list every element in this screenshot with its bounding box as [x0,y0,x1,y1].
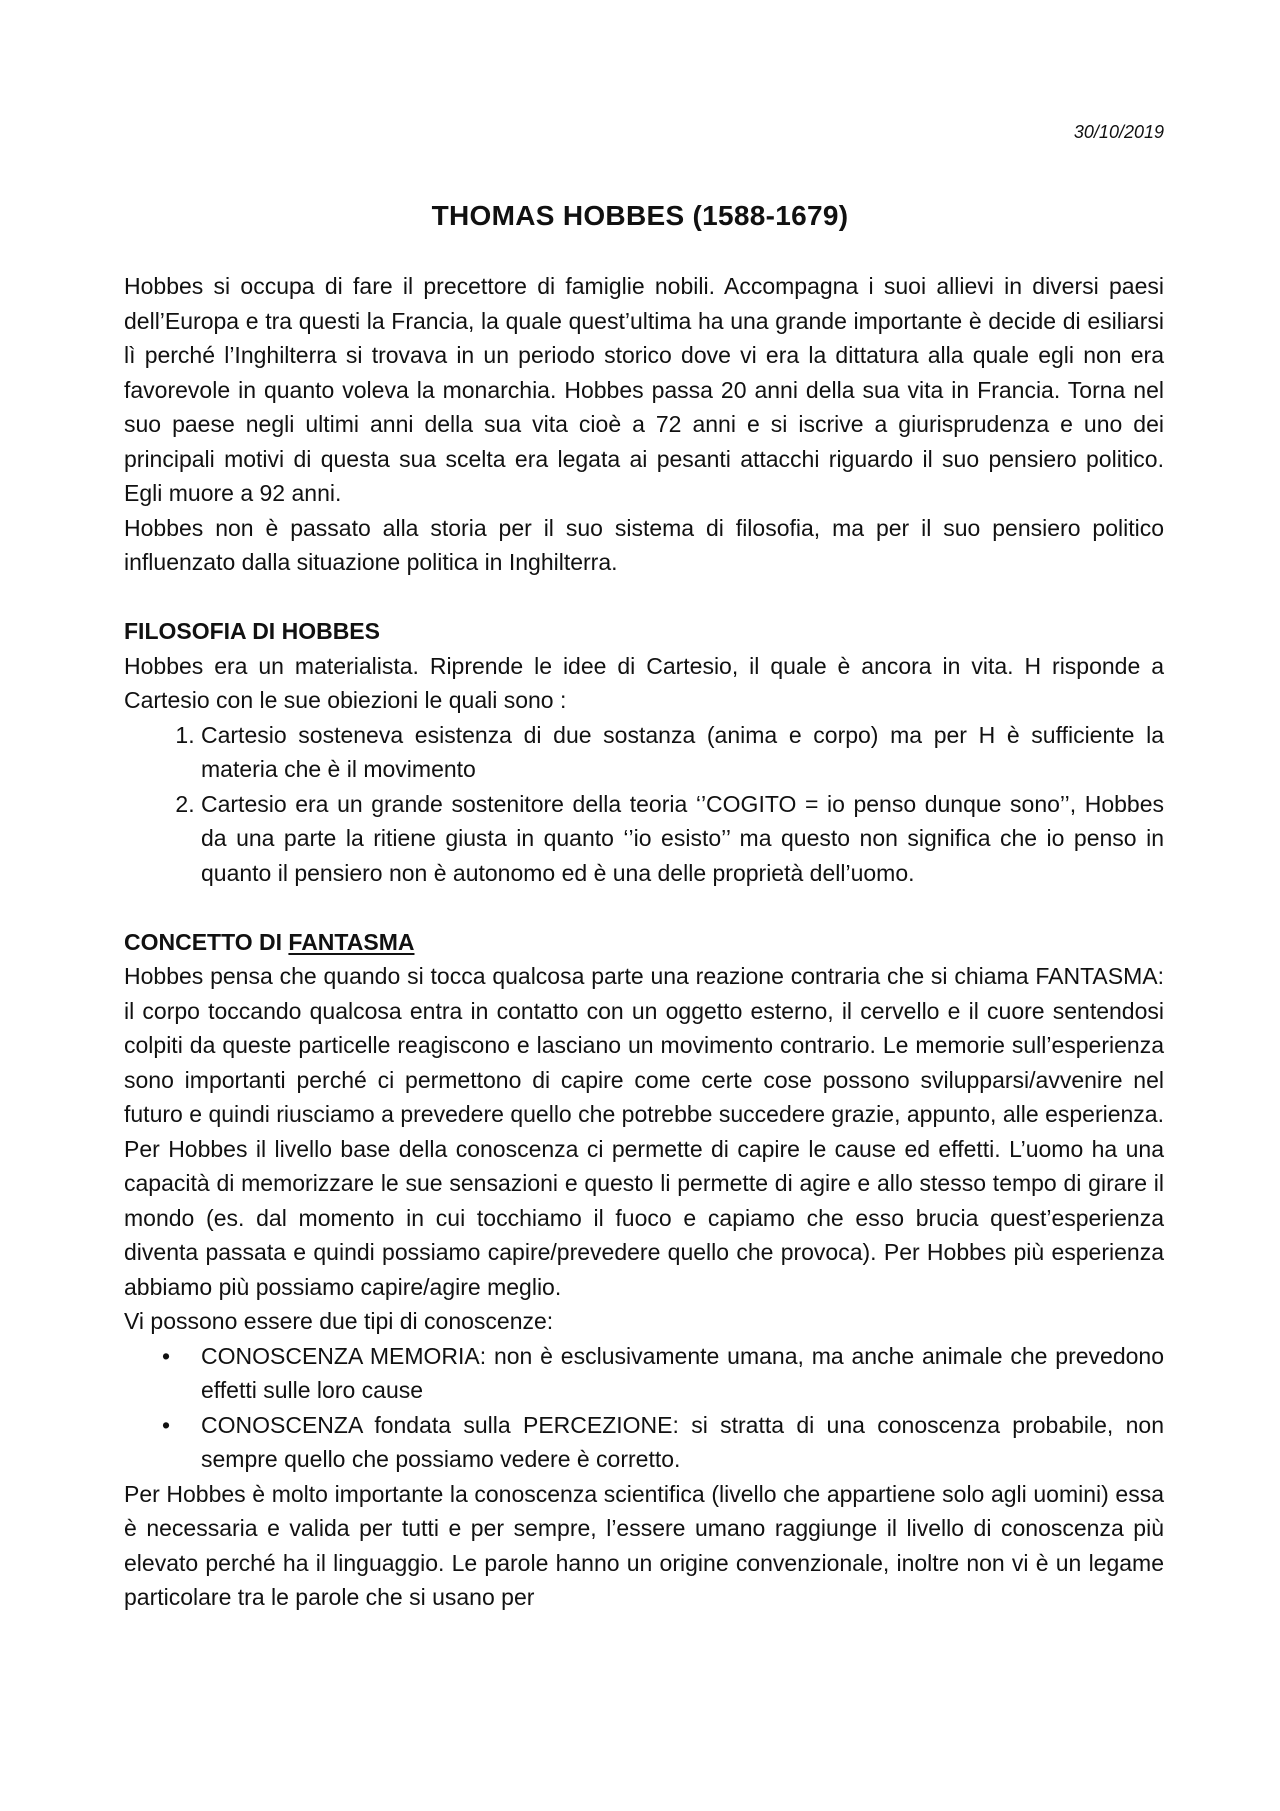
closing-paragraph: Per Hobbes è molto importante la conoscenza scientifica (livello che appartiene solo agli uomini) essa è necessaria e valida per tutti e per sempre, l’essere umano raggiunge il livello di conoscenza più elevato perché ha il linguaggio. Le parole hanno un origine convenzionale, inoltre non vi è un legame particolare tra le parole che si usano per [124,1480,1164,1610]
document-body [124,269,1164,1615]
knowledge-item-2 [124,1408,1164,1477]
objections-list [124,718,1164,891]
filosofia-paragraph: Hobbes era un materialista. Riprende le idee di Cartesio, il quale è ancora in vita. H risponde a Cartesio con le sue obiezioni le quali sono : [124,652,1164,713]
knowledge-item-text: CONOSCENZA MEMORIA: non è esclusivamente umana, ma anche animale che prevedono effetti sulle loro cause [201,1342,1164,1403]
bullet-icon: • [162,1342,171,1369]
heading-prefix: CONCETTO DI [124,928,289,955]
knowledge-list-intro: Vi possono essere due tipi di conoscenze: [124,1308,554,1334]
objection-item-1: 1. Cartesio sosteneva esistenza di due sostanza (anima e corpo) ma per H è sufficiente la materia che è il movimento [201,718,1164,787]
section-heading-fantasma [124,925,1164,960]
spacer [124,890,1164,925]
objection-item-2: 2. Cartesio era un grande sostenitore della teoria ‘’COGITO = io penso dunque sono’’, Hobbes da una parte la ritiene giusta in quanto ‘’io esisto’’ ma questo non significa che io penso in quanto il pensiero non è autonomo ed è una delle proprietà dell’uomo. [201,787,1164,891]
fantasma-paragraph: Hobbes pensa che quando si tocca qualcosa parte una reazione contraria che si chiama FANTASMA: il corpo toccando qualcosa entra in contatto con un oggetto esterno, il cervello e il cuore sentendosi colpiti da queste particelle reagiscono e lasciano un movimento contrario. Le memorie sull’esperienza sono importanti perché ci permettono di capire come certe cose possono svilupparsi/avvenire nel futuro e quindi riusciamo a prevedere quello che potrebbe succedere grazie, appunto, alle esperienza. Per Hobbes il livello base della conoscenza ci permette di capire le cause ed effetti. L’uomo ha una capacità di memorizzare le sue sensazioni e questo li permette di agire e allo stesso tempo di girare il mondo (es. dal momento in cui tocchiamo il fuoco e capiamo che esso brucia quest’esperienza diventa passata e quindi possiamo capire/prevedere quello che provoca). Per Hobbes più esperienza abbiamo più possiamo capire/agire meglio. [124,963,1164,1300]
document-date: 30/10/2019 [1073,122,1164,142]
document-title: THOMAS HOBBES (1588-1679) [431,200,849,231]
knowledge-item-1 [124,1339,1164,1408]
knowledge-item-text: CONOSCENZA fondata sulla PERCEZIONE: si stratta di una conoscenza probabile, non sempre quello che possiamo vedere è corretto. [201,1411,1164,1472]
bullet-icon: • [162,1411,171,1438]
intro-paragraph-1: Hobbes si occupa di fare il precettore di famiglie nobili. Accompagna i suoi allievi in diversi paesi dell’Europa e tra questi la Francia, la quale quest’ultima ha una grande importante è decide di esiliarsi lì perché l’Inghilterra si trovava in un periodo storico dove vi era la dittatura alla quale egli non era favorevole in quanto voleva la monarchia. Hobbes passa 20 anni della sua vita in Francia. Torna nel suo paese negli ultimi anni della sua vita cioè a 72 anni e si iscrive a giurisprudenza e uno dei principali motivi di questa sua scelta era legata ai pesanti attacchi riguardo il suo pensiero politico. Egli muore a 92 anni. [124,273,1164,506]
section-heading-filosofia: FILOSOFIA DI HOBBES [124,618,380,644]
knowledge-types-list [124,1339,1164,1477]
intro-paragraph-2: Hobbes non è passato alla storia per il suo sistema di filosofia, ma per il suo pensiero politico influenzato dalla situazione politica in Inghilterra. [124,514,1164,575]
spacer [124,580,1164,615]
heading-underlined-word: FANTASMA [288,928,415,955]
